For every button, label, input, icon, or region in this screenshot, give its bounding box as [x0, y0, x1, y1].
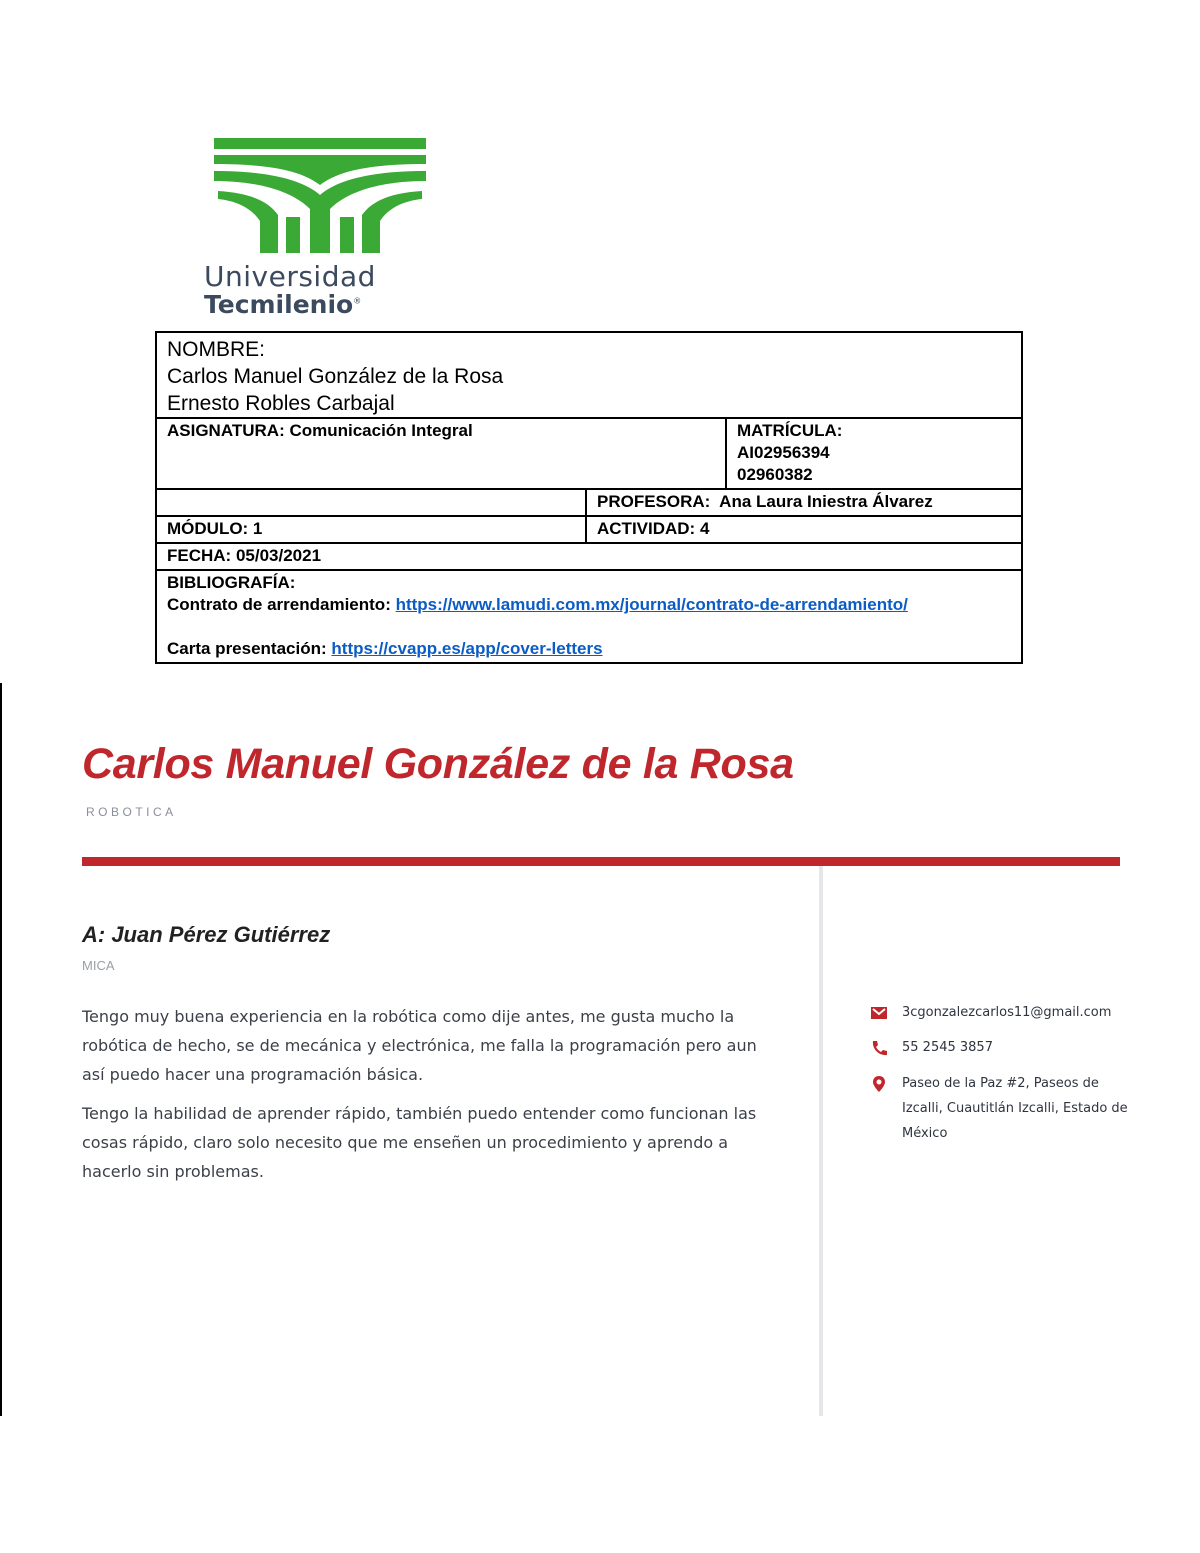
profesora-label: PROFESORA: [597, 492, 711, 511]
empty-cell [156, 489, 586, 516]
university-logo [204, 135, 454, 319]
cover-letter-name: Carlos Manuel González de la Rosa [82, 740, 794, 788]
matricula-label: MATRÍCULA: [737, 421, 843, 440]
contact-phone [870, 1035, 1130, 1060]
bibliografia-label: BIBLIOGRAFÍA: [167, 573, 296, 592]
registered-mark: ® [353, 296, 362, 306]
page-left-border [0, 683, 2, 1416]
student-info-table [155, 331, 1023, 664]
ref2-label: Carta presentación: [167, 639, 327, 658]
student-name-2: Ernesto Robles Carbajal [167, 392, 395, 415]
modulo-cell: MÓDULO: 1 [156, 516, 586, 543]
profesora-name: Ana Laura Iniestra Álvarez [719, 492, 933, 511]
ref2-link[interactable]: https://cvapp.es/app/cover-letters [331, 639, 603, 658]
email-text[interactable]: 3cgonzalezcarlos11@gmail.com [902, 1005, 1112, 1020]
names-cell [156, 332, 1022, 418]
address-text: Paseo de la Paz #2, Paseos de Izcalli, Cuautitlán Izcalli, Estado de México [902, 1076, 1128, 1141]
letter-paragraph-1: Tengo muy buena experiencia en la robótica como dije antes, me gusta mucho la robótica de hecho, se de mecánica y electrónica, me falla la programación pero aun así puedo hacer una programación básica. [82, 1007, 757, 1084]
header-divider [82, 857, 1120, 866]
ref1-link[interactable]: https://www.lamudi.com.mx/journal/contrato-de-arrendamiento/ [395, 595, 908, 614]
cover-letter-role: ROBOTICA [86, 805, 177, 819]
logo-line-tecmilenio: Tecmilenio [204, 290, 354, 319]
matricula-cell [726, 418, 1022, 489]
location-pin-icon [870, 1075, 888, 1093]
matricula-2: 02960382 [737, 465, 813, 484]
actividad-cell: ACTIVIDAD: 4 [586, 516, 1022, 543]
logo-line-universidad: Universidad [204, 260, 376, 293]
student-name-1: Carlos Manuel González de la Rosa [167, 365, 504, 388]
tecmilenio-tree-mark [212, 135, 428, 257]
phone-icon [870, 1039, 888, 1057]
mail-icon [870, 1004, 888, 1022]
bibliografia-cell [156, 570, 1022, 663]
nombre-label: NOMBRE: [167, 338, 266, 361]
phone-text: 55 2545 3857 [902, 1040, 993, 1055]
letter-paragraph-2: Tengo la habilidad de aprender rápido, también puedo entender como funcionan las cosas rápido, claro solo necesito que me enseñen un procedimiento y aprendo a hacerlo sin problemas. [82, 1104, 757, 1181]
contact-email [870, 1000, 1130, 1025]
fecha-cell: FECHA: 05/03/2021 [156, 543, 1022, 570]
ref1-label: Contrato de arrendamiento: [167, 595, 391, 614]
profesora-cell [586, 489, 1022, 516]
letter-body [82, 1002, 772, 1196]
matricula-1: AI02956394 [737, 443, 830, 462]
contact-address [870, 1071, 1130, 1146]
recipient-name: A: Juan Pérez Gutiérrez [82, 922, 331, 947]
column-divider [819, 866, 823, 1416]
recipient-org: MICA [82, 958, 115, 973]
asignatura-cell: ASIGNATURA: Comunicación Integral [156, 418, 726, 489]
